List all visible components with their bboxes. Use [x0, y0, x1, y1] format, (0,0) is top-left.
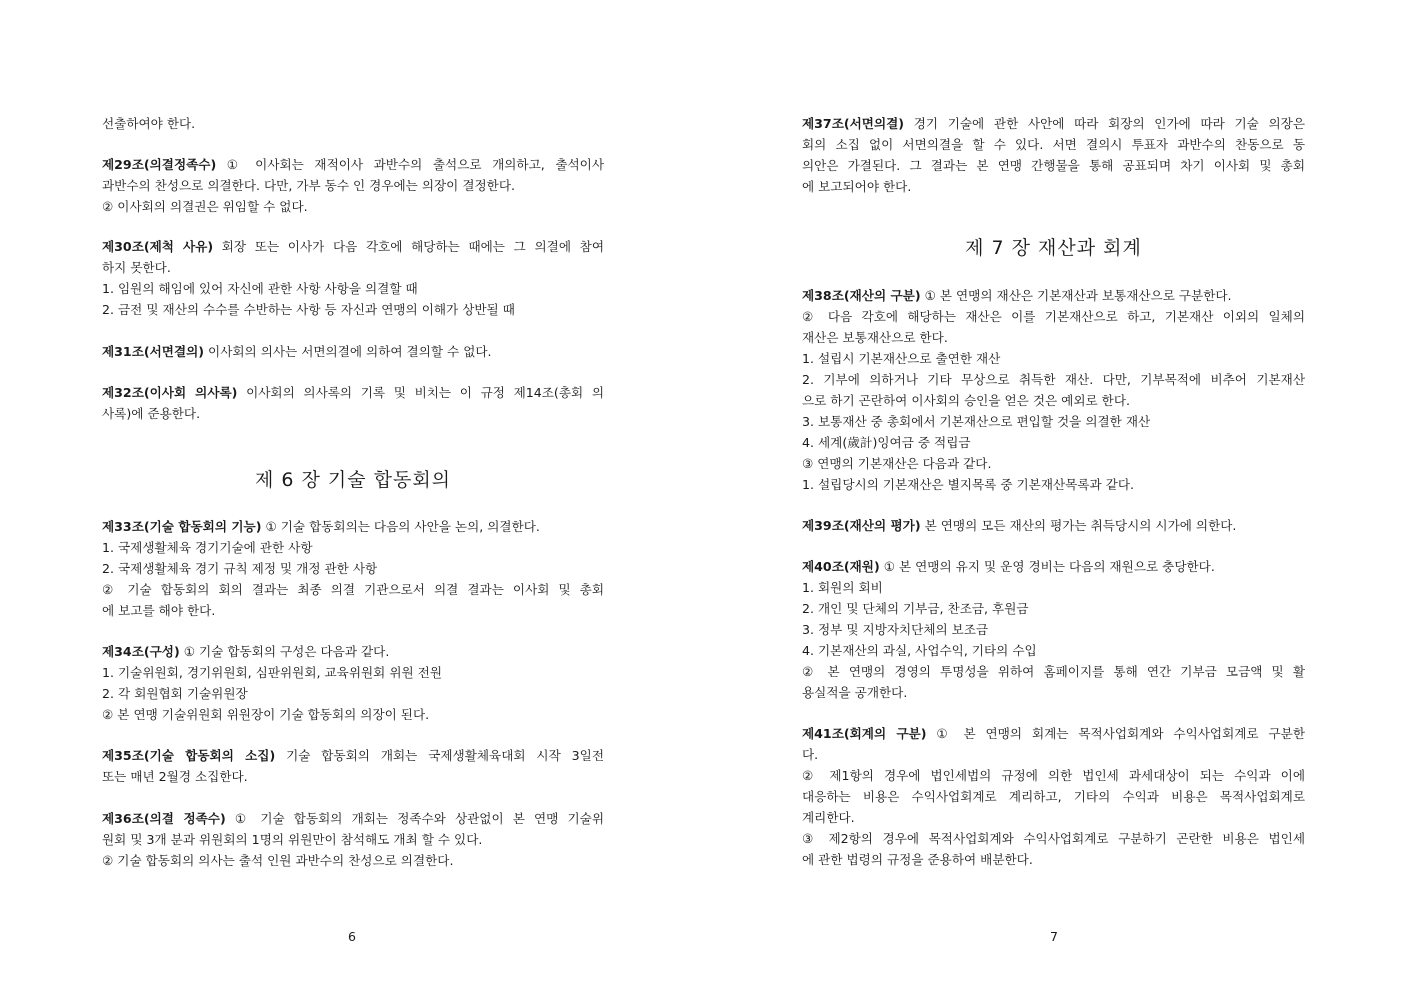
line-text: 1. 기술위원회, 경기위원회, 심판위원회, 교육위원회 위원 전원	[102, 665, 443, 680]
text-line	[102, 683, 604, 704]
text-line	[802, 849, 1305, 870]
line-text: 1. 회원의 회비	[802, 580, 883, 595]
line-text: 1. 국제생활체육 경기기술에 관한 사항	[102, 540, 313, 555]
text-line	[802, 176, 1305, 197]
line-text: ② 다음 각호에 해당하는 재산은 이를 기본재산으로 하고, 기본재산 이외의 일체의	[802, 309, 1305, 324]
line-text: ① 본 연맹의 유지 및 운영 경비는 다음의 재원으로 충당한다.	[879, 559, 1215, 574]
chapter-title: 제 6 장 기술 합동회의	[254, 469, 452, 491]
page-number: 7	[1050, 929, 1058, 944]
line-text: 3. 정부 및 지방자치단체의 보조금	[802, 622, 989, 637]
text-line	[102, 537, 604, 558]
line-text: ① 기술 합동회의는 다음의 사안을 논의, 의결한다.	[261, 519, 540, 534]
line-text: ② 기술 합동회의 의사는 출석 인원 과반수의 찬성으로 의결한다.	[102, 853, 454, 868]
line-text: 이사회의 의사는 서면의결에 의하여 결의할 수 없다.	[204, 344, 492, 359]
line-text: 으로 하기 곤란하여 이사회의 승인을 얻은 것은 예외로 한다.	[802, 393, 1131, 408]
line-text: 4. 기본재산의 과실, 사업수익, 기타의 수입	[802, 643, 1037, 658]
article-label: 제34조(구성)	[102, 644, 180, 659]
line-text: 또는 매년 2월경 소집한다.	[102, 769, 248, 784]
text-line	[802, 134, 1305, 155]
text-line	[802, 306, 1305, 327]
text-line	[102, 829, 604, 850]
line-text: ② 이사회의 의결권은 위임할 수 없다.	[102, 199, 308, 214]
line-text: ① 본 연맹의 회계는 목적사업회계와 수익사업회계로 구분한	[926, 726, 1305, 741]
line-text: 1. 설립당시의 기본재산은 별지목록 중 기본재산목록과 같다.	[802, 477, 1135, 492]
text-line	[102, 850, 604, 871]
text-line	[802, 682, 1305, 703]
text-line	[102, 257, 604, 278]
article-heading-line	[802, 556, 1305, 577]
line-text: 본 연맹의 모든 재산의 평가는 취득당시의 시가에 의한다.	[920, 518, 1237, 533]
line-text: 1. 임원의 해임에 있어 자신에 관한 사항 사항을 의결할 때	[102, 281, 418, 296]
text-line	[802, 577, 1305, 598]
line-text: 1. 설립시 기본재산으로 출연한 재산	[802, 351, 1001, 366]
line-text: 과반수의 찬성으로 의결한다. 다만, 가부 동수 인 경우에는 의장이 결정한다.	[102, 178, 516, 193]
text-line	[102, 662, 604, 683]
text-line	[102, 558, 604, 579]
article-heading-line	[102, 641, 604, 662]
article-label: 제40조(재원)	[802, 559, 880, 574]
line-text: ② 본 연맹 기술위원회 위원장이 기술 합동회의 의장이 된다.	[102, 707, 430, 722]
article-heading-line	[102, 341, 604, 362]
line-text: 에 보고를 해야 한다.	[102, 603, 216, 618]
text-line	[102, 113, 604, 134]
line-text: ③ 제2항의 경우에 목적사업회계와 수익사업회계로 구분하기 곤란한 비용은 법인세	[802, 831, 1305, 846]
line-text: 재산은 보통재산으로 한다.	[802, 330, 948, 345]
line-text: 2. 국제생활체육 경기 규칙 제정 및 개정 관한 사항	[102, 561, 378, 576]
line-text: ③ 연맹의 기본재산은 다음과 같다.	[802, 456, 992, 471]
line-text: 3. 보통재산 중 총회에서 기본재산으로 편입할 것을 의결한 재산	[802, 414, 1151, 429]
line-text: 4. 세계(歲計)잉여금 중 적립금	[802, 435, 971, 450]
article-heading-line	[102, 154, 604, 175]
left-page	[102, 0, 604, 992]
text-line	[102, 766, 604, 787]
text-line	[802, 744, 1305, 765]
chapter-title: 제 7 장 재산과 회계	[965, 237, 1142, 259]
line-text: 다.	[802, 747, 819, 762]
article-label: 제30조(제척 사유)	[102, 239, 214, 254]
article-label: 제38조(재산의 구분)	[802, 288, 921, 303]
line-text: 2. 기부에 의하거나 기타 무상으로 취득한 재산. 다만, 기부목적에 비추어 기본재산	[802, 372, 1305, 387]
line-text: ② 기술 합동회의 회의 결과는 최종 의결 기관으로서 의결 결과는 이사회 및 총회	[102, 582, 604, 597]
line-text: ① 기술 합동회의 개회는 정족수와 상관없이 본 연맹 기술위	[225, 811, 604, 826]
article-label: 제32조(이사회 의사록)	[102, 385, 238, 400]
article-heading-line	[102, 382, 604, 403]
line-text: 의안은 가결된다. 그 결과는 본 연맹 간행물을 통해 공표되며 차기 이사회 및 총회	[802, 158, 1305, 173]
line-text: 이사회의 의사록의 기록 및 비치는 이 규정 제14조(총회 의	[237, 385, 604, 400]
article-label: 제31조(서면결의)	[102, 344, 205, 359]
text-line	[802, 348, 1305, 369]
text-line	[802, 432, 1305, 453]
text-line	[802, 453, 1305, 474]
text-line	[102, 579, 604, 600]
line-text: ② 본 연맹의 경영의 투명성을 위하여 홈페이지를 통해 연간 기부금 모금액 및 활	[802, 664, 1305, 679]
article-heading-line	[802, 515, 1305, 536]
article-heading-line	[802, 723, 1305, 744]
line-text: 에 관한 법령의 규정을 준용하여 배분한다.	[802, 852, 1033, 867]
text-line	[802, 786, 1305, 807]
line-text: 2. 각 회원협회 기술위원장	[102, 686, 248, 701]
page-number: 6	[348, 929, 356, 944]
line-text: 원회 및 3개 분과 위원회의 1명의 위원만이 참석해도 개최 할 수 있다.	[102, 832, 483, 847]
article-label: 제29조(의결정족수)	[102, 157, 217, 172]
line-text: ① 본 연맹의 재산은 기본재산과 보통재산으로 구분한다.	[920, 288, 1232, 303]
line-text: 회의 소집 없이 서면의결을 할 수 있다. 서면 결의시 투표자 과반수의 찬동으로 동	[802, 137, 1305, 152]
text-line	[102, 299, 604, 320]
line-text: ① 기술 합동회의 구성은 다음과 같다.	[179, 644, 390, 659]
article-label: 제33조(기술 합동회의 기능)	[102, 519, 262, 534]
text-line	[102, 600, 604, 621]
text-line	[802, 598, 1305, 619]
text-line	[102, 704, 604, 725]
line-text: 에 보고되어야 한다.	[802, 179, 912, 194]
text-line	[802, 661, 1305, 682]
article-label: 제35조(기술 합동회의 소집)	[102, 748, 276, 763]
text-line	[802, 369, 1305, 390]
line-text: 회장 또는 이사가 다음 각호에 해당하는 때에는 그 의결에 참여	[213, 239, 604, 254]
line-text: 2. 금전 및 재산의 수수를 수반하는 사항 등 자신과 연맹의 이해가 상반될 때	[102, 302, 515, 317]
line-text: 하지 못한다.	[102, 260, 171, 275]
line-text: 선출하여야 한다.	[102, 116, 196, 131]
line-text: ① 이사회는 재적이사 과반수의 출석으로 개의하고, 출석이사	[216, 157, 604, 172]
text-line	[802, 474, 1305, 495]
text-line	[802, 640, 1305, 661]
text-line	[102, 403, 604, 424]
article-label: 제39조(재산의 평가)	[802, 518, 921, 533]
text-line	[802, 807, 1305, 828]
line-text: 대응하는 비용은 수익사업회계로 계리하고, 기타의 수익과 비용은 목적사업회계로	[802, 789, 1305, 804]
article-heading-line	[802, 113, 1305, 134]
article-heading-line	[102, 516, 604, 537]
article-heading-line	[802, 285, 1305, 306]
text-line	[802, 411, 1305, 432]
text-line	[802, 155, 1305, 176]
text-line	[102, 196, 604, 217]
article-heading-line	[102, 236, 604, 257]
article-heading-line	[102, 745, 604, 766]
text-line	[102, 175, 604, 196]
article-label: 제41조(회계의 구분)	[802, 726, 927, 741]
line-text: 기술 합동회의 개회는 국제생활체육대회 시작 3일전	[275, 748, 604, 763]
text-line	[802, 327, 1305, 348]
line-text: 2. 개인 및 단체의 기부금, 찬조금, 후원금	[802, 601, 1029, 616]
line-text: ② 제1항의 경우에 법인세법의 규정에 의한 법인세 과세대상이 되는 수익과 이에	[802, 768, 1305, 783]
article-heading-line	[102, 808, 604, 829]
line-text: 사록)에 준용한다.	[102, 406, 201, 421]
article-label: 제37조(서면의결)	[802, 116, 905, 131]
line-text: 용실적을 공개한다.	[802, 685, 908, 700]
text-line	[802, 765, 1305, 786]
text-line	[802, 619, 1305, 640]
line-text: 계리한다.	[802, 810, 855, 825]
text-line	[102, 278, 604, 299]
text-line	[802, 828, 1305, 849]
article-label: 제36조(의결 정족수)	[102, 811, 226, 826]
line-text: 경기 기술에 관한 사안에 따라 회장의 인가에 따라 기술 의장은	[904, 116, 1305, 131]
text-line	[802, 390, 1305, 411]
right-page	[802, 0, 1305, 992]
